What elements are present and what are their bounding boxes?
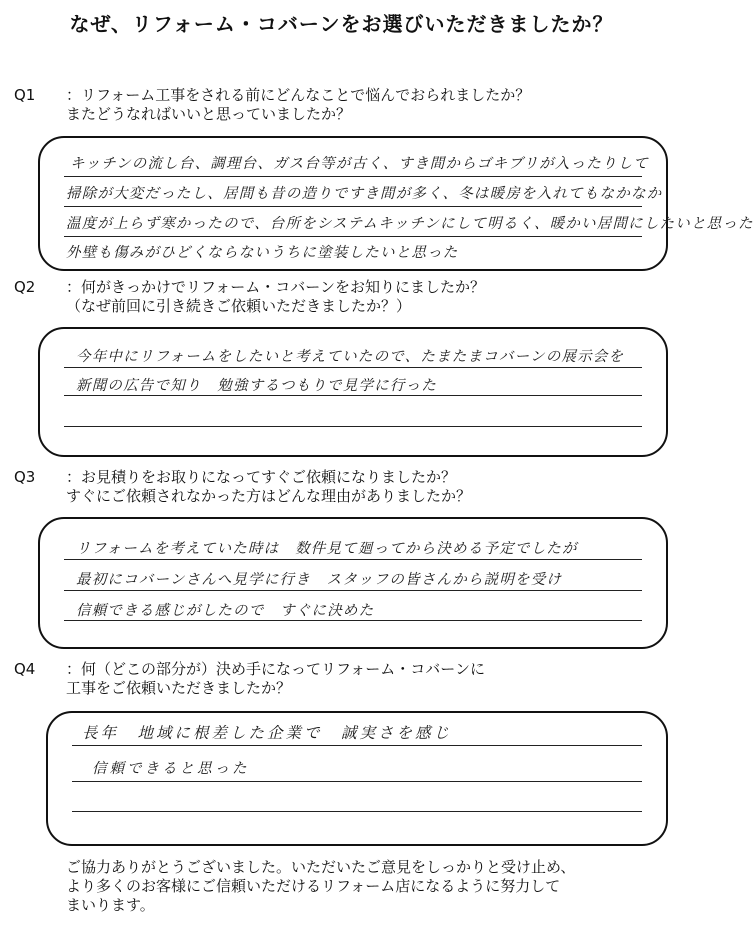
handwritten-answer: 信頼できる感じがしたので すぐに決めた [76, 603, 375, 619]
answer-line [72, 781, 642, 782]
handwritten-answer: キッチンの流し台、調理台、ガス台等が古く、すき間からゴキブリが入ったりして [70, 156, 650, 172]
question-2 [14, 278, 674, 316]
answer-box-2 [38, 327, 668, 457]
answer-line [64, 236, 642, 237]
question-number: Q4 [14, 660, 36, 678]
closing-message: ご協力ありがとうございました。いただいたご意見をしっかりと受け止め、 より多くのお客様にご信頼いただけるリフォーム店になるように努力して まいります。 [66, 858, 576, 914]
handwritten-answer: 信頼できると思った [92, 761, 250, 777]
question-text: ：リフォーム工事をされる前にどんなことで悩んでおられましたか？ またどうなればいいと思っていましたか？ [66, 86, 531, 123]
answer-line [72, 811, 642, 812]
question-text: ：何がきっかけでリフォーム・コバーンをお知りにましたか？ （なぜ前回に引き続きご依頼いただきましたか？） [66, 278, 485, 315]
handwritten-answer: 掃除が大変だったし、居間も昔の造りですき間が多く、冬は暖房を入れてもなかなか [66, 186, 663, 202]
handwritten-answer: リフォームを考えていた時は 数件見て廻ってから決める予定でしたが [76, 541, 578, 557]
answer-line [64, 426, 642, 427]
question-text: ：何（どこの部分が）決め手になってリフォーム・コバーンに 工事をご依頼いただきましたか？ [66, 660, 485, 697]
question-number: Q2 [14, 278, 36, 296]
answer-line [64, 176, 642, 177]
answer-box-3 [38, 517, 668, 649]
answer-line [64, 395, 642, 396]
question-1 [14, 86, 674, 124]
page-title: なぜ、リフォーム・コバーンをお選びいただきましたか？ [69, 12, 614, 36]
question-number: Q1 [14, 86, 36, 104]
answer-line [64, 559, 642, 560]
answer-line [64, 590, 642, 591]
handwritten-answer: 新聞の広告で知り 勉強するつもりで見学に行った [76, 378, 437, 394]
handwritten-answer: 長年 地域に根差した企業で 誠実さを感じ [82, 724, 453, 742]
answer-box-1 [38, 136, 754, 271]
question-text: ：お見積りをお取りになってすぐご依頼になりましたか？ すぐにご依頼されなかった方はどんな理由がありましたか？ [66, 468, 472, 505]
handwritten-answer: 最初にコバーンさんへ見学に行き スタッフの皆さんから説明を受け [76, 572, 563, 588]
answer-line [72, 745, 642, 746]
answer-line [64, 620, 642, 621]
answer-line [64, 206, 642, 207]
answer-line [64, 367, 642, 368]
question-3 [14, 468, 674, 506]
handwritten-answer: 今年中にリフォームをしたいと考えていたので、たまたまコバーンの展示会を [76, 349, 625, 365]
answer-box-4 [46, 711, 668, 846]
handwritten-answer: 温度が上らず寒かったので、台所をシステムキッチンにして明るく、暖かい居間にしたいと思った [66, 216, 754, 232]
question-4 [14, 660, 674, 698]
question-number: Q3 [14, 468, 36, 486]
handwritten-answer: 外壁も傷みがひどくならないうちに塗装したいと思った [66, 245, 459, 261]
